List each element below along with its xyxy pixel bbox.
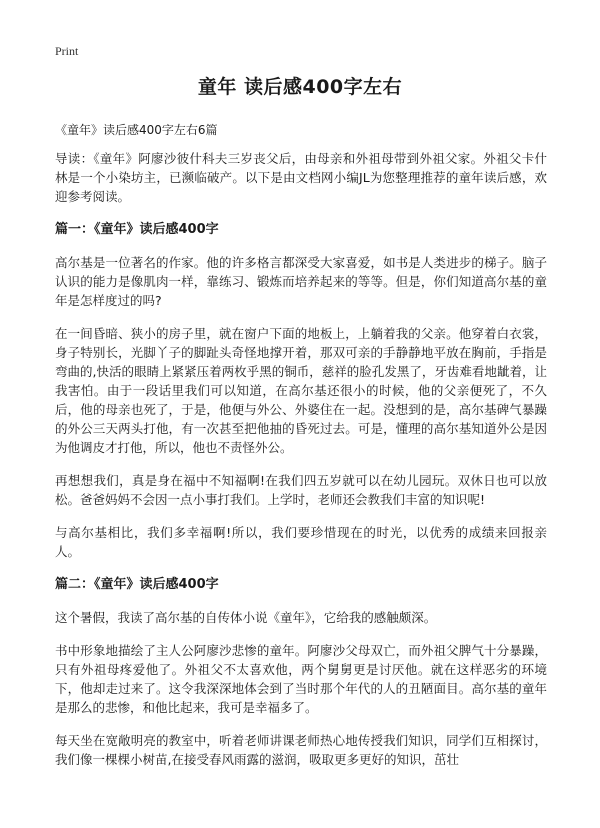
section-1-paragraph-3: 再想想我们，真是身在福中不知福啊!在我们四五岁就可以在幼儿园玩。双休日也可以放松。爸爸妈妈不会因一点小事打我们。上学时，老师还会教我们丰富的知识呢! — [55, 473, 547, 507]
print-link[interactable]: Print — [55, 44, 79, 58]
section-2-paragraph-1: 这个暑假，我读了高尔基的自传体小说《童年》，它给我的感触颇深。 — [55, 610, 437, 625]
page-title: 童年 读后感400字左右 — [197, 76, 403, 98]
section-2-paragraph-2: 书中形象地描绘了主人公阿廖沙悲惨的童年。阿廖沙父母双亡，而外祖父脾气十分暴躁，只有外祖母疼爱他了。外祖父不太喜欢他，两个舅舅更是讨厌他。就在这样恶劣的环境下，他却走过来了。这令我深深地体会到了当时那个年代的人的丑陋面目。高尔基的童年是那么的悲惨，和他比起来，我可是幸福多了。 — [55, 643, 547, 715]
article-body — [55, 149, 547, 783]
article-subtitle: 《童年》读后感400字左右6篇 — [55, 123, 218, 137]
section-2-paragraph-3: 每天坐在宽敞明亮的教室中，听着老师讲课老师热心地传授我们知识，同学们互相探讨，我们像一棵棵小树苗,在接受春风雨露的滋润，吸取更多更好的知识，茁壮 — [55, 733, 547, 767]
intro-paragraph: 导读：《童年》阿廖沙彼什科夫三岁丧父后，由母亲和外祖母带到外祖父家。外祖父卡什林是一个小染坊主，已濒临破产。以下是由文档网小编JL为您整理推荐的童年读后感，欢迎参考阅读。 — [55, 151, 547, 204]
section-1-paragraph-1: 高尔基是一位著名的作家。他的许多格言都深受大家喜爱，如书是人类进步的梯子。脑子认识的能力是像肌肉一样，靠练习、锻炼而培养起来的等等。但是，你们知道高尔基的童年是怎样度过的吗? — [55, 255, 547, 308]
section-1-paragraph-4: 与高尔基相比，我们多幸福啊!所以，我们要珍惜现在的时光，以优秀的成绩来回报亲人。 — [55, 525, 547, 559]
section-heading-1: 篇一：《童年》读后感400字 — [55, 222, 219, 237]
section-1-paragraph-2: 在一间昏暗、狭小的房子里，就在窗户下面的地板上，上躺着我的父亲。他穿着白衣裳，身子特别长，光脚丫子的脚趾头奇怪地撑开着，那双可亲的手静静地平放在胸前，手指是弯曲的,快活的眼睛上紧紧压着两枚乎黑的铜币，慈祥的脸孔发黑了，牙齿难看地龇着，让我害怕。由于一段话里我们可以知道，在高尔基还很小的时候，他的父亲便死了，不久后，他的母亲也死了，于是，他便与外公、外婆住在一起。没想到的是，高尔基碑气暴躁的外公三天两头打他，有一次甚至把他抽的昏死过去。可是，懂理的高尔基知道外公是因为他调皮才打他，所以，他也不责怪外公。 — [55, 326, 547, 455]
section-heading-2: 篇二：《童年》读后感400字 — [55, 577, 219, 592]
